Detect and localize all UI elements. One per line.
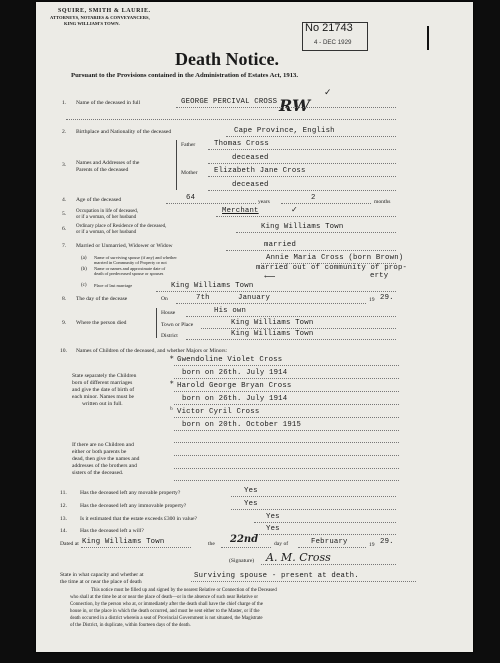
q2-line (226, 136, 396, 137)
q5-label-2: or if a woman, of her husband (76, 215, 137, 220)
q10-instruction-2: born of different marriages (72, 380, 133, 386)
q14-number: 14. (60, 528, 67, 534)
stamp-number: No 21743 (305, 22, 353, 34)
footer-line-5: death occurred in a district wherein a seat of Provincial Government is not situated, the Magistrate (70, 616, 263, 621)
q4-years-line (166, 203, 256, 204)
q8-day: 7th (196, 294, 210, 302)
q14-label: Has the deceased left a will? (80, 528, 144, 534)
q2-label: Birthplace and Nationality of the deceased (76, 129, 172, 135)
margin-mark (427, 26, 429, 50)
child-1-name: Gwendoline Violet Cross (177, 356, 283, 364)
q3-label-2: Parents of the deceased (76, 167, 129, 173)
q4-months-value: 2 (311, 194, 316, 202)
q12-line (231, 509, 396, 510)
q8-month: January (238, 294, 271, 302)
q4-number: 4. (62, 197, 67, 203)
q3-father-name: Thomas Cross (214, 140, 269, 148)
q9-house-label: House (161, 310, 176, 316)
q3-father-status: deceased (232, 154, 269, 162)
q14-value: Yes (266, 525, 280, 533)
q9-label: Where the person died (76, 320, 127, 326)
q8-year: 29. (380, 294, 394, 302)
q9-district-label: District (161, 333, 178, 339)
signature-label: (Signature) (229, 558, 255, 564)
q6-number: 6. (62, 226, 67, 232)
q13-value: Yes (266, 513, 280, 521)
q2-value: Cape Province, English (234, 127, 335, 135)
q1-value: GEORGE PERCIVAL CROSS (181, 98, 278, 106)
signature-value: A. M. Cross (266, 551, 331, 564)
child-2-born-line (174, 404, 399, 405)
q2-number: 2. (62, 129, 67, 135)
q7-number: 7. (62, 243, 67, 249)
q7a-label: (a) (81, 256, 87, 261)
q13-label: Is it estimated that the estate exceeds £300 in value? (80, 516, 197, 522)
page-title: Death Notice. (175, 49, 279, 69)
children-blank-line (174, 442, 399, 443)
q9-town-line (201, 328, 396, 329)
q7c-label: (c) (81, 283, 87, 288)
q13-number: 13. (60, 516, 67, 522)
siblings-line-2 (174, 468, 399, 469)
child-3-name-line (174, 417, 399, 418)
q8-number: 8. (62, 296, 67, 302)
q11-number: 11. (60, 490, 67, 496)
q4-label: Age of the deceased (76, 197, 122, 203)
q4-months-line (281, 203, 371, 204)
q7-value: married (264, 241, 297, 249)
q7c-line (156, 291, 396, 292)
firm-town: KING WILLIAM'S TOWN. (64, 21, 120, 26)
q7b-text-1: Name or names and approximate date of (94, 266, 166, 271)
q3-label-1: Names and Addresses of the (76, 160, 140, 166)
q3-father-line2 (208, 163, 396, 164)
q9-house-value: His own (214, 307, 247, 315)
q7b-value-2: erty (370, 272, 389, 280)
q1-line (176, 107, 396, 108)
q3-mother-name: Elizabeth Jane Cross (214, 167, 306, 175)
child-2-name-line (174, 391, 399, 392)
dated-day-of: day of (274, 541, 289, 547)
capacity-label-2: the time at or near the place of death (60, 579, 142, 585)
footer-line-3: Connection, by the person who at, or immediately after the death shall have the chief charge of the (70, 602, 263, 607)
capacity-line (191, 581, 416, 582)
q7c-text: Place of last marriage (94, 283, 133, 288)
q9-district-line (186, 339, 396, 340)
q7-label: Married or Unmarried, Widower or Widow (76, 243, 173, 249)
q14-line (254, 534, 396, 535)
q10-instruction-4: each minor. Names must be (72, 394, 134, 400)
footer-line-4: house in, or the place in which the death occurred, and must be sent either to the Master, or if the (70, 609, 260, 614)
q4-months-label: months (374, 199, 391, 205)
firm-role: ATTORNEYS, NOTARIES & CONVEYANCERS, (50, 15, 150, 20)
siblings-line-1 (174, 455, 399, 456)
q3-mother-label: Mother (181, 170, 198, 176)
q11-line (231, 496, 396, 497)
dated-year-prefix: 19 (369, 542, 375, 548)
q10-label: Names of Children of the deceased, and whether Majors or Minors: (76, 348, 228, 354)
q13-line (254, 522, 396, 523)
footer-line-6: of the District, in duplicate, within fourteen days of the death. (70, 623, 191, 628)
q4-years-value: 64 (186, 194, 196, 202)
q1-number: 1. (62, 100, 67, 106)
q12-label: Has the deceased left any immovable property? (80, 503, 187, 509)
child-3-mark: ʰ (170, 406, 174, 414)
q12-value: Yes (244, 500, 258, 508)
child-2-born: born on 26th. July 1914 (182, 395, 288, 403)
signature-line (261, 564, 396, 565)
q4-years-label: years (258, 199, 270, 205)
dated-month: February (311, 538, 348, 546)
q10-no-children-4: addresses of the brothers and (72, 463, 137, 469)
q8-on: On (161, 296, 168, 302)
q10-no-children-2: either or both parents be (72, 449, 127, 455)
q5-number: 5. (62, 211, 67, 217)
q10-number: 10. (60, 348, 67, 354)
child-2-name: Harold George Bryan Cross (177, 382, 292, 390)
dated-day-line (221, 547, 271, 548)
q9-district-value: King Williams Town (231, 330, 314, 338)
q10-no-children-5: sisters of the deceased. (72, 470, 124, 476)
dated-month-line (298, 547, 366, 548)
q11-value: Yes (244, 487, 258, 495)
q7b-value-1: married out of community of prop- (256, 264, 408, 272)
q7a-text-1: Name of surviving spouse (if any) and whether (94, 255, 177, 260)
child-1-name-line (174, 365, 399, 366)
q11-label: Has the deceased left any movable property? (80, 490, 181, 496)
q6-value: King Williams Town (261, 223, 344, 231)
firm-name: SQUIRE, SMITH & LAURIE. (58, 8, 151, 14)
q10-instruction-1: State separately the Children (72, 373, 137, 379)
q3-mother-status: deceased (232, 181, 269, 189)
q6-label-1: Ordinary place of Residence of the deceased, (76, 224, 167, 229)
q3-father-label: Father (181, 142, 196, 148)
q3-number: 3. (62, 162, 67, 168)
q7b-label: (b) (81, 267, 87, 272)
q3-father-line (208, 149, 396, 150)
q10-no-children-1: If there are no Children and (72, 442, 134, 448)
dated-day: 22nd (230, 534, 259, 545)
dated-year: 29. (380, 538, 394, 546)
q8-year-prefix: 19 (369, 297, 375, 303)
page-subtitle: Pursuant to the Provisions contained in the Administration of Estates Act, 1913. (71, 72, 299, 79)
q7a-text-2: married in Community of Property or not (94, 260, 167, 265)
q9-number: 9. (62, 320, 67, 326)
q3-mother-line (208, 176, 396, 177)
q7a-value: Annie Maria Cross (born Brown) (266, 254, 404, 262)
footer-line-1: This notice must be filled up and signed by the nearest Relative or Connection of the Deceased (91, 588, 277, 593)
q1-label: Name of the deceased in full (76, 100, 141, 106)
child-3-name: Victor Cyril Cross (177, 408, 260, 416)
q8-line (176, 303, 366, 304)
q1-line2 (66, 119, 396, 120)
tick-mark-1: ✓ (324, 88, 332, 98)
q8-label: The day of the decease (76, 296, 128, 302)
footer-line-2: who shall at the time be at or near the place of death—or in the absence of such near Relative or (70, 595, 258, 600)
siblings-line-3 (174, 480, 399, 481)
child-3-born-line (174, 430, 399, 431)
q10-no-children-3: dead, then give the names and (72, 456, 140, 462)
q10-instruction-3: and give the date of birth of (72, 387, 135, 393)
q5-value: Merchant (222, 207, 259, 215)
child-1-mark: * (170, 355, 174, 363)
q5-label-1: Occupation in life of deceased, (76, 209, 139, 214)
q7-line (226, 250, 396, 251)
q10-instruction-5: written out in full. (82, 401, 123, 407)
q6-line (236, 232, 396, 233)
child-1-born: born on 26th. July 1914 (182, 369, 288, 377)
dated-the: the (208, 541, 215, 547)
dated-label: Dated at (60, 541, 79, 547)
death-notice-page (36, 2, 473, 652)
q3-mother-line2 (208, 190, 396, 191)
clerk-initials: RW (279, 96, 310, 115)
q9-town-label: Town or Place (161, 322, 194, 328)
q7c-value: King Williams Town (171, 282, 254, 290)
tick-mark-2: ✓ (291, 205, 298, 214)
q5-line (216, 216, 396, 217)
child-1-born-line (174, 378, 399, 379)
dated-place: King Williams Town (82, 538, 165, 546)
capacity-value: Surviving spouse - present at death. (194, 572, 359, 580)
q12-number: 12. (60, 503, 67, 509)
stamp-date: 4 - DEC 1929 (314, 39, 352, 46)
q7b-arrow-mark: ⟵ (264, 272, 276, 281)
capacity-label-1: State in what capacity and whether at (60, 572, 144, 578)
child-3-born: born on 20th. October 1915 (182, 421, 302, 429)
q7b-text-2: death of predeceased spouse or spouses (94, 271, 164, 276)
q9-house-line (186, 316, 396, 317)
q9-town-value: King Williams Town (231, 319, 314, 327)
dated-place-line (81, 547, 191, 548)
child-2-mark: * (170, 380, 174, 388)
q6-label-2: or if a woman, of her husband (76, 230, 137, 235)
